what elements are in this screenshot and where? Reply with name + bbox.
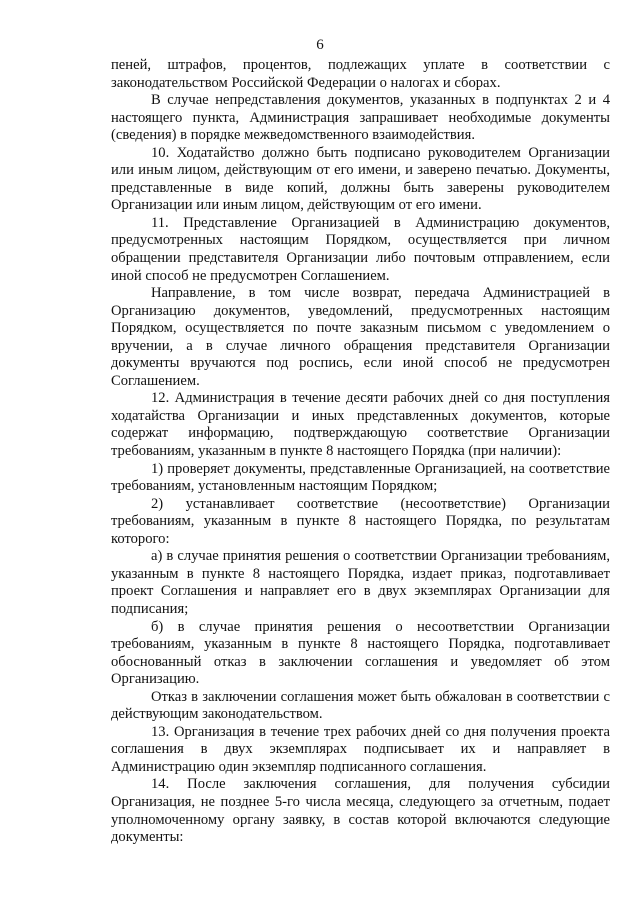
paragraph-item-10: 10. Ходатайство должно быть подписано руководителем Организации или иным лицом, действующим от его имени, и заверено печатью. Документы, представленные в виде копий, должны быть заверены руководителем Организации или иным лицом, действующим от его имени. (111, 144, 610, 214)
paragraph: В случае непредставления документов, указанных в подпунктах 2 и 4 настоящего пункта, Администрация запрашивает необходимые документы (сведения) в порядке межведомственного взаимодействия. (111, 92, 610, 144)
page-number: 6 (316, 37, 324, 53)
paragraph: Отказ в заключении соглашения может быть обжалован в соответствии с действующим законодательством. (111, 688, 610, 723)
paragraph-item-13: 13. Организация в течение трех рабочих дней со дня получения проекта соглашения в двух экземплярах подписывает их и направляет в Администрацию один экземпляр подписанного соглашения. (111, 723, 610, 775)
paragraph-item-14: 14. После заключения соглашения, для получения субсидии Организация, не позднее 5-го числа месяца, следующего за отчетным, подает уполномоченному органу заявку, в состав которой включаются следующие документы: (111, 776, 610, 846)
paragraph-continuation: пеней, штрафов, процентов, подлежащих уплате в соответствии с законодательством Российской Федерации о налогах и сборах. (111, 57, 610, 91)
paragraph: Направление, в том числе возврат, передача Администрацией в Организацию документов, уведомлений, предусмотренных настоящим Порядком, осуществляется по почте заказным письмом с уведомлением о вручении, а в случае личного обращения представителя Организации документы вручаются под роспись, если иной способ не предусмотрен Соглашением. (111, 285, 610, 389)
paragraph-item-11: 11. Представление Организацией в Администрацию документов, предусмотренных настоящим Порядком, осуществляется при личном обращении представителя Организации либо почтовым отправлением, если иной способ не предусмотрен Соглашением. (111, 214, 610, 284)
subitem-1: 1) проверяет документы, представленные Организацией, на соответствие требованиям, установленным настоящим Порядком; (111, 460, 610, 495)
subitem-2: 2) устанавливает соответствие (несоответствие) Организации требованиям, указанным в пункте 8 настоящего Порядка, по результатам которого: (111, 495, 610, 547)
subitem-b: б) в случае принятия решения о несоответствии Организации требованиям, указанным в пункте 8 настоящего Порядка, подготавливает обоснованный отказ в заключении соглашения и уведомляет об этом Организацию. (111, 618, 610, 688)
paragraph-item-12: 12. Администрация в течение десяти рабочих дней со дня поступления ходатайства Организации и иных представленных документов, которые содержат информацию, подтверждающую соответствие Организации требованиям, указанным в пункте 8 настоящего Порядка (при наличии): (111, 390, 610, 460)
document-body (111, 57, 610, 847)
subitem-a: а) в случае принятия решения о соответствии Организации требованиям, указанным в пункте 8 настоящего Порядка, издает приказ, подготавливает проект Соглашения и направляет его в двух экземплярах Организации для подписания; (111, 548, 610, 617)
